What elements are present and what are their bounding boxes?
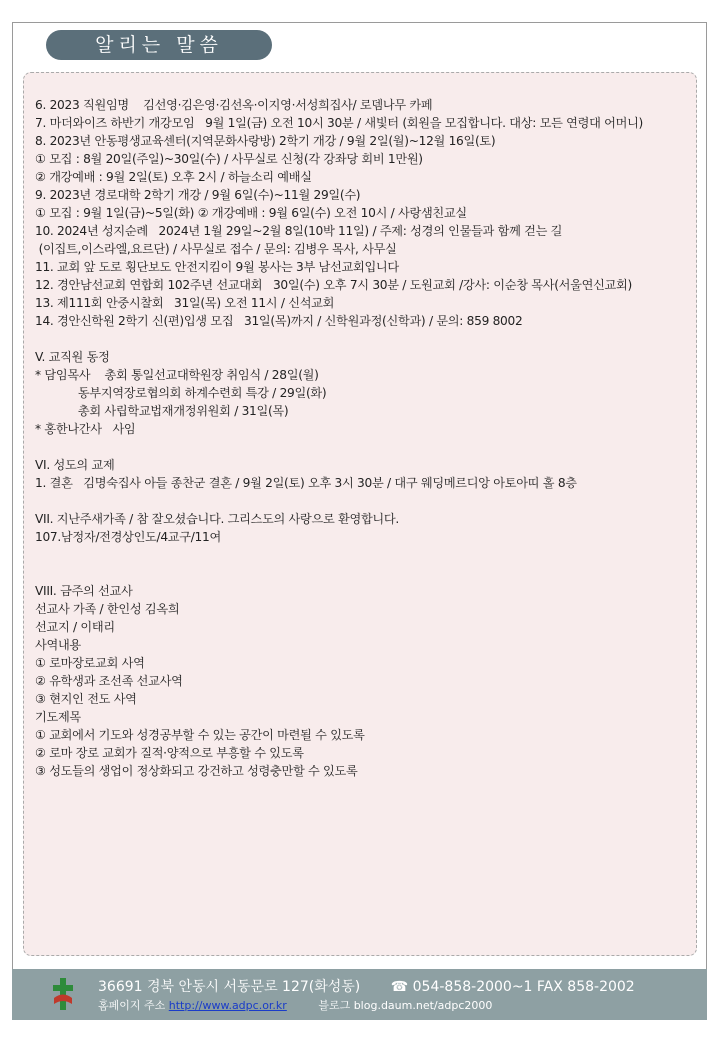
announcement-line: ① 로마장로교회 사역 (35, 656, 145, 670)
spacer (35, 438, 690, 456)
announcement-line: ① 교회에서 기도와 성경공부할 수 있는 공간이 마련될 수 있도록 (35, 728, 365, 742)
section-heading: VI. 성도의 교제 (35, 458, 115, 472)
spacer (35, 564, 690, 582)
footer-address: 36691 경북 안동시 서동문로 127(화성동) (98, 979, 361, 995)
spacer (35, 546, 690, 564)
announcement-line: 8. 2023년 안동평생교육센터(지역문화사랑방) 2학기 개강 / 9월 2일(월)~12월 16일(토) (35, 134, 496, 148)
announcement-line: ① 모집 : 9월 1일(금)~5일(화) ② 개강예배 : 9월 6일(수) 오전 10시 / 사랑샘친교실 (35, 206, 467, 220)
announcement-line: 9. 2023년 경로대학 2학기 개강 / 9월 6일(수)~11월 29일(수) (35, 188, 361, 202)
announcement-line: * 홍한나간사 사임 (35, 422, 136, 436)
footer-links (98, 997, 492, 1013)
announcement-line: 동부지역장로협의회 하계수련회 특강 / 29일(화) (35, 386, 327, 400)
announcement-line: 107.남정자/전경상인도/4교구/11여 (35, 530, 221, 544)
announcement-line: ② 개강예배 : 9월 2일(토) 오후 2시 / 하늘소리 예배실 (35, 170, 312, 184)
section-heading: VII. 지난주새가족 / 참 잘오셨습니다. 그리스도의 사랑으로 환영합니다. (35, 512, 399, 526)
footer-contact (98, 976, 635, 996)
spacer (35, 492, 690, 510)
footer (12, 969, 707, 1020)
announcement-content (35, 96, 690, 780)
announcement-line: ② 유학생과 조선족 선교사역 (35, 674, 183, 688)
blog-address: 블로그 blog.daum.net/adpc2000 (318, 999, 493, 1012)
announcement-line: ① 모집 : 8월 20일(주일)~30일(수) / 사무실로 신청(각 강좌당 회비 1만원) (35, 152, 423, 166)
announcement-line: 12. 경안남선교회 연합회 102주년 선교대회 30일(수) 오후 7시 30분 / 도원교회 /강사: 이순창 목사(서울연신교회) (35, 278, 632, 292)
page-title: 알리는 말씀 (46, 30, 272, 60)
section-heading: VIII. 금주의 선교사 (35, 584, 133, 598)
footer-phone: 054-858-2000~1 FAX 858-2002 (412, 979, 635, 995)
announcement-line: * 담임목사 총회 통일선교대학원장 취임식 / 28일(월) (35, 368, 319, 382)
announcement-line: 7. 마더와이즈 하반기 개강모임 9월 1일(금) 오전 10시 30분 / 새빛터 (회원을 모집합니다. 대상: 모든 연령대 어머니) (35, 116, 644, 130)
announcement-line: 1. 결혼 김명숙집사 아들 종찬군 결혼 / 9월 2일(토) 오후 3시 30분 / 대구 웨딩메르디앙 아토아띠 홀 8층 (35, 476, 577, 490)
homepage-link[interactable]: http://www.adpc.or.kr (168, 999, 287, 1012)
announcement-line: 13. 제111회 안중시찰회 31일(목) 오전 11시 / 신석교회 (35, 296, 335, 310)
announcement-line: 11. 교회 앞 도로 횡단보도 안전지킴이 9월 봉사는 3부 남선교회입니다 (35, 260, 399, 274)
church-cross-logo-icon (50, 976, 76, 1012)
announcement-line: 선교지 / 이태리 (35, 620, 115, 634)
announcement-line: 총회 사립학교법재개정위원회 / 31일(목) (35, 404, 289, 418)
spacer (35, 330, 690, 348)
announcement-line: ③ 성도들의 생업이 정상화되고 강건하고 성령충만할 수 있도록 (35, 764, 358, 778)
announcement-line: 14. 경안신학원 2학기 신(편)입생 모집 31일(목)까지 / 신학원과정(신학과) / 문의: 859 8002 (35, 314, 523, 328)
phone-icon: ☎ (390, 979, 409, 995)
announcement-line: 10. 2024년 성지순례 2024년 1월 29일~2월 8일(10박 11일) / 주제: 성경의 인물들과 함께 걷는 길 (35, 224, 563, 238)
announcement-line: ② 로마 장로 교회가 질적·양적으로 부흥할 수 있도록 (35, 746, 304, 760)
announcement-line: 선교사 가족 / 한인성 김옥희 (35, 602, 180, 616)
section-heading: V. 교직원 동정 (35, 350, 110, 364)
announcement-line: 6. 2023 직원임명 김선영·김은영·김선옥·이지영·서성희집사/ 로뎀나무 카페 (35, 98, 433, 112)
homepage-label: 홈페이지 주소 (98, 999, 166, 1012)
announcement-line: ③ 현지인 전도 사역 (35, 692, 137, 706)
announcement-line: (이집트,이스라엘,요르단) / 사무실로 접수 / 문의: 김병우 목사, 사무실 (35, 242, 397, 256)
announcement-line: 기도제목 (35, 710, 81, 724)
announcement-line: 사역내용 (35, 638, 81, 652)
